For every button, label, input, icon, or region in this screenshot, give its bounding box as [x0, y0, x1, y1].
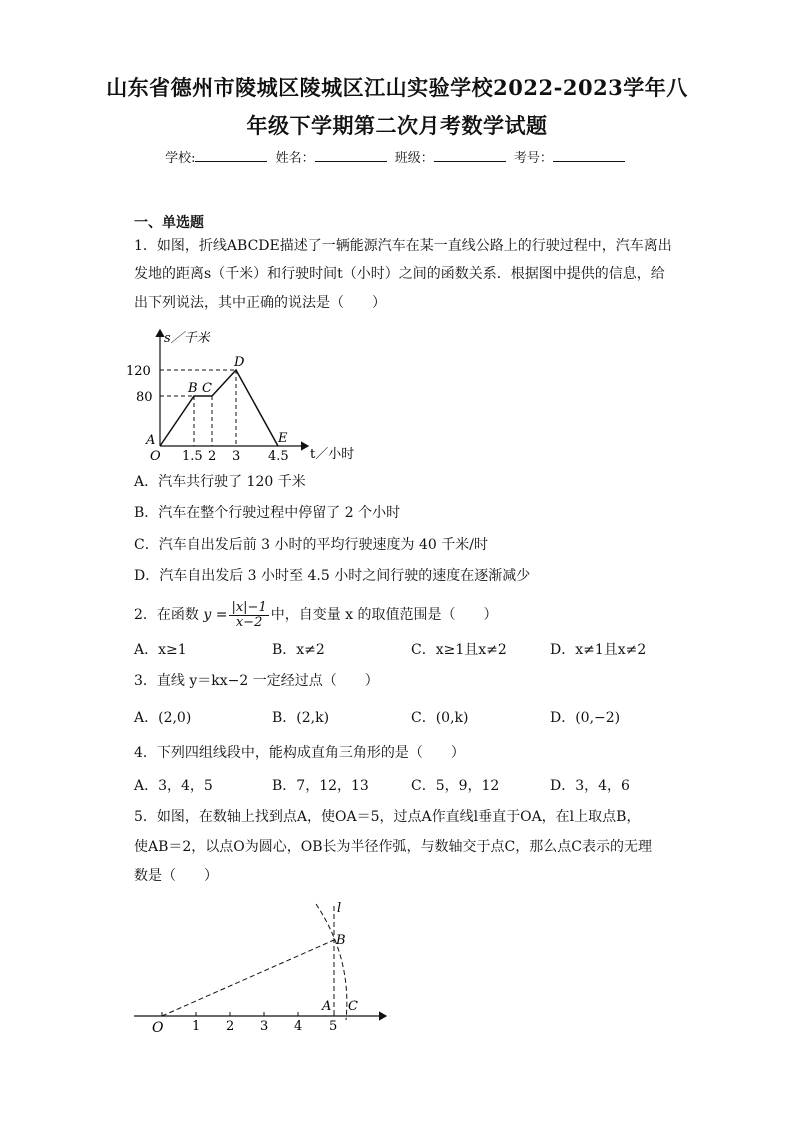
q2-denominator: x−2 — [235, 614, 263, 630]
arc-ob — [316, 904, 347, 1020]
q2-option-a: A．x≥1 — [134, 642, 187, 658]
label-c: C — [348, 999, 358, 1014]
q3-option-a: A．(2,0) — [134, 710, 192, 726]
q1-option-a: A．汽车共行驶了 120 千米 — [134, 474, 306, 490]
x-tick-2: 2 — [208, 449, 217, 464]
segment-ob — [162, 940, 334, 1016]
student-info-row — [0, 147, 794, 166]
label-l: l — [337, 901, 342, 916]
q5-line1: 5．如图，在数轴上找到点A，使OA＝5，过点A作直线l垂直于OA，在l上取点B， — [134, 809, 641, 825]
route-polyline-abcde — [160, 370, 278, 446]
school-blank — [195, 149, 267, 162]
x-tick-4-5: 4.5 — [268, 449, 289, 464]
name-label: 姓名： — [275, 151, 315, 166]
section-heading: 一、单选题 — [134, 215, 204, 231]
label-1: 1 — [192, 1019, 201, 1034]
point-b-label: B — [188, 381, 198, 396]
q4-option-d: D．3，4，6 — [550, 778, 630, 794]
q1-option-d: D．汽车自出发后 3 小时至 4.5 小时之间行驶的速度在逐渐减少 — [134, 568, 531, 584]
label-3: 3 — [260, 1019, 269, 1034]
q5-number-line-figure — [130, 898, 400, 1038]
point-c-label: C — [202, 381, 212, 396]
class-label: 班级： — [394, 151, 434, 166]
label-5: 5 — [329, 1019, 338, 1034]
origin-label: O — [150, 449, 161, 464]
q2-y: y = — [203, 607, 228, 623]
y-tick-120: 120 — [126, 364, 151, 379]
point-e-label: E — [278, 431, 288, 446]
title-line-1: 山东省德州市陵城区陵城区江山实验学校2022-2023学年八 — [106, 75, 688, 100]
q1-option-b: B．汽车在整个行驶过程中停留了 2 个小时 — [134, 505, 401, 521]
name-blank — [315, 149, 387, 162]
q2-option-c: C．x≥1且x≠2 — [411, 642, 507, 658]
q1-line3: 出下列说法，其中正确的说法是（ ） — [134, 295, 386, 311]
x-tick-3: 3 — [232, 449, 241, 464]
q4-option-c: C．5，9，12 — [411, 778, 500, 794]
label-2: 2 — [226, 1019, 235, 1034]
q2-option-b: B．x≠2 — [272, 642, 325, 658]
q4-stem: 4．下列四组线段中，能构成直角三角形的是（ ） — [134, 745, 465, 761]
q2-stem — [134, 598, 498, 632]
q1-distance-time-graph — [126, 322, 355, 467]
q4-option-b: B．7，12，13 — [272, 778, 369, 794]
q1-line2: 发地的距离s（千米）和行驶时间t（小时）之间的函数关系．根据图中提供的信息，给 — [134, 266, 665, 282]
label-o: O — [152, 1020, 164, 1036]
point-d-label: D — [234, 355, 245, 370]
q2-post: 中，自变量 x 的取值范围是（ ） — [270, 607, 498, 623]
y-tick-80: 80 — [136, 390, 153, 405]
label-a: A — [322, 999, 332, 1014]
class-blank — [434, 149, 506, 162]
q5-line3: 数是（ ） — [134, 868, 218, 884]
q3-option-d: D．(0,−2) — [550, 710, 621, 726]
x-tick-1-5: 1.5 — [182, 449, 203, 464]
school-label: 学校: — [165, 151, 196, 166]
q3-stem: 3．直线 y＝kx−2 一定经过点（ ） — [134, 673, 379, 689]
q5-line2: 使AB＝2，以点O为圆心，OB长为半径作弧，与数轴交于点C，那么点C表示的无理 — [134, 839, 652, 855]
exam-number-blank — [553, 149, 625, 162]
q2-fraction — [229, 601, 268, 630]
exam-number-label: 考号： — [513, 151, 553, 166]
title-line-2: 年级下学期第二次月考数学试题 — [246, 113, 548, 138]
q1-option-c: C．汽车自出发后前 3 小时的平均行驶速度为 40 千米/时 — [134, 537, 488, 553]
q2-pre: 2．在函数 — [134, 607, 199, 623]
q4-option-a: A．3，4，5 — [134, 778, 213, 794]
x-axis-label: t／小时 — [310, 447, 355, 462]
q3-option-b: B．(2,k) — [272, 710, 330, 726]
y-axis-label: s／千米 — [164, 331, 210, 346]
label-b: B — [336, 933, 346, 948]
q1-line1: 1．如图，折线ABCDE描述了一辆能源汽车在某一直线公路上的行驶过程中，汽车离出 — [134, 238, 672, 254]
q2-option-d: D．x≠1且x≠2 — [550, 642, 647, 658]
q3-option-c: C．(0,k) — [411, 710, 469, 726]
label-4: 4 — [294, 1019, 303, 1034]
point-a-label: A — [146, 433, 156, 448]
q2-numerator: |x|−1 — [231, 599, 267, 615]
